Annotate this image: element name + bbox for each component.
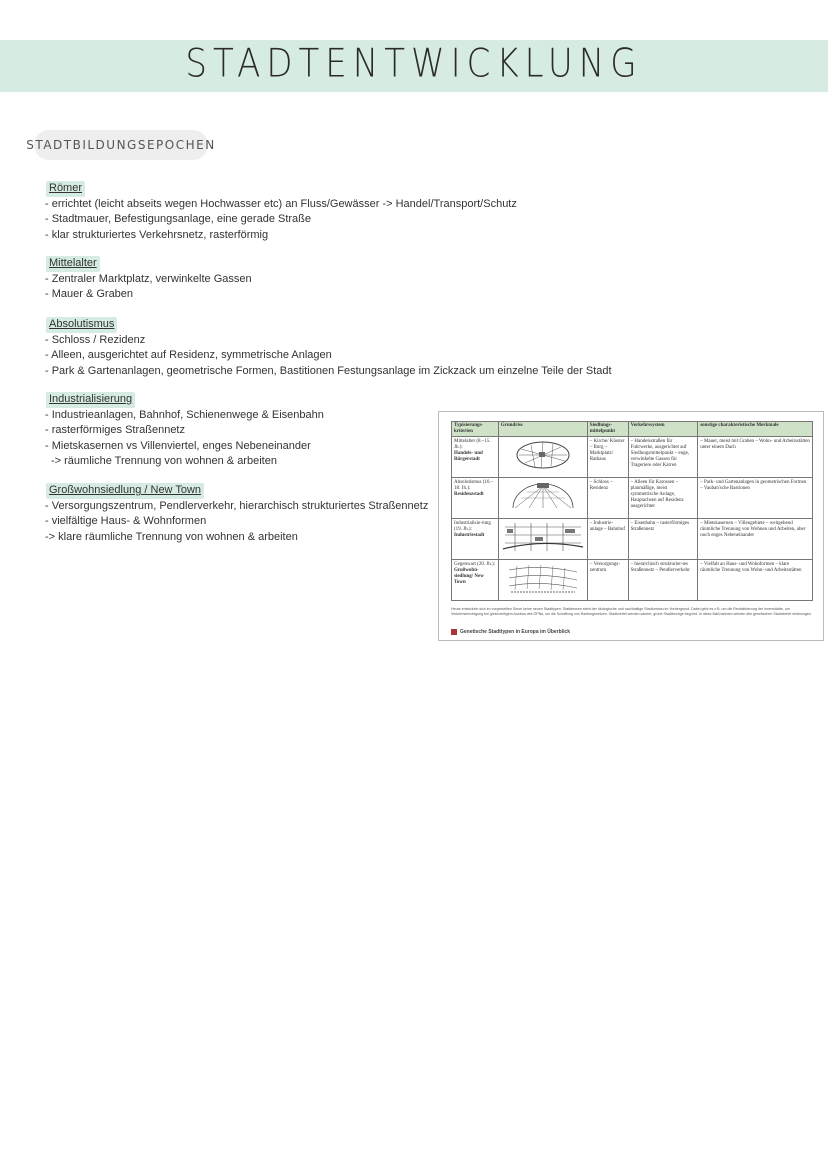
epoch-heading: Römer <box>46 181 85 197</box>
medieval-plan-sketch <box>501 439 585 471</box>
table-header: Verkehrssystem <box>628 422 698 437</box>
table-header: Grundriss <box>498 422 587 437</box>
epoch-new-town <box>45 483 428 545</box>
section-pill: STADTBILDUNGSEPOCHEN <box>34 130 208 160</box>
center-cell: – Schloss – Residenz <box>587 478 628 519</box>
epoch-industrialisierung <box>45 392 324 470</box>
epoch-line: -> räumliche Trennung von wohnen & arbeiten <box>51 455 277 467</box>
epoch-line: - Mauer & Graben <box>45 288 134 300</box>
residence-plan-sketch <box>501 480 585 512</box>
type-period: Industrialisie-rung (19. Jh.): <box>454 521 491 532</box>
epoch-absolutismus <box>45 317 612 379</box>
plan-sketch-cell <box>498 560 587 601</box>
traffic-cell: – Handelsstraßen für Fuhrwerke, ausgerichtet auf Siedlungsmittelpunkt – enge, verwinkelte Gassen für Trageriere oder Karren <box>628 437 698 478</box>
table-row <box>452 437 813 478</box>
type-period: Absolutismus (16.–18. Jh.): <box>454 480 494 491</box>
traffic-cell: – Eisenbahn – rasterförmiges Straßennetz <box>628 519 698 560</box>
figure-caption <box>451 629 570 635</box>
type-name: Handels- und Bürgerstadt <box>454 451 483 462</box>
type-name: Residenzstadt <box>454 492 484 497</box>
epoch-line: - Zentraler Marktplatz, verwinkelte Gassen <box>45 272 252 285</box>
epoch-line: - Industrieanlagen, Bahnhof, Schienenwege & Eisenbahn <box>45 408 324 421</box>
type-cell <box>452 437 499 478</box>
epoch-line: - errichtet (leicht abseits wegen Hochwasser etc) an Fluss/Gewässer -> Handel/Transport/Schutz <box>45 197 517 210</box>
traffic-cell: – hierarchisch strukturier-tes Straßennetz – Pendlerverkehr <box>628 560 698 601</box>
other-cell: – Vielfalt an Haus- und Wohnformen – klare räumliche Trennung von Wohn- und Arbeitsstätten <box>698 560 813 601</box>
epoch-heading: Absolutismus <box>46 317 117 333</box>
epoch-line: - vielfältige Haus- & Wohnformen <box>45 515 207 527</box>
epoch-line: - Alleen, ausgerichtet auf Residenz, symmetrische Anlagen <box>45 349 332 361</box>
figure-caption-text: Genetische Stadttypen in Europa im Überblick <box>460 629 571 635</box>
city-types-figure <box>438 411 824 641</box>
table-row <box>452 519 813 560</box>
other-cell: – Park- und Gartenanlagen in geometrischen Formen – Vauban'sche Bastionen <box>698 478 813 519</box>
type-cell <box>452 519 499 560</box>
epoch-line: - Schloss / Rezidenz <box>45 333 146 346</box>
center-cell: – Industrie-anlage – Bahnhof <box>587 519 628 560</box>
epoch-heading: Industrialisierung <box>46 392 135 408</box>
table-header: sonstige charakteristische Merkmale <box>698 422 813 437</box>
page-title: STADTENTWICKLUNG <box>185 41 643 87</box>
epoch-heading: Großwohnsiedlung / New Town <box>46 483 204 499</box>
plan-sketch-cell <box>498 437 587 478</box>
table-row <box>452 560 813 601</box>
epoch-line: - Stadtmauer, Befestigungsanlage, eine gerade Straße <box>45 213 312 225</box>
epoch-line: - klar strukturiertes Verkehrsnetz, rasterförmig <box>45 228 269 241</box>
type-name: Großwohn-siedlung/ New Town <box>454 568 484 585</box>
epoch-line: - Versorgungszentrum, Pendlerverkehr, hierarchisch strukturiertes Straßennetz <box>45 499 429 512</box>
type-period: Mittelalter (8.–15. Jh.): <box>454 439 491 450</box>
epoch-line: - Park & Gartenanlagen, geometrische Formen, Bastitionen Festungsanlage im Zickzack um einzelne Teile der Stadt <box>45 364 612 377</box>
epoch-mittelalter <box>45 256 252 303</box>
other-cell: – Mauer, meist mit Graben – Wohn- und Arbeitsstätten unter einem Dach <box>698 437 813 478</box>
plan-sketch-cell <box>498 519 587 560</box>
epoch-roemer <box>45 181 517 243</box>
center-cell: – Versorgungs-zentrum <box>587 560 628 601</box>
center-cell: – Kirche/ Kloster – Burg – Marktplatz/ Rathaus <box>587 437 628 478</box>
epoch-line: -> klare räumliche Trennung von wohnen & arbeiten <box>45 530 298 543</box>
table-header-row <box>452 422 813 437</box>
type-name: Industriestadt <box>454 533 485 538</box>
table-header: Typisierungs-kriterien <box>452 422 499 437</box>
type-cell <box>452 478 499 519</box>
traffic-cell: – Alleen für Karossen – planmäßige, meist symmetrische Anlage, Hauptachsen auf Residenz ausgerichtet <box>628 478 698 519</box>
plan-sketch-cell <box>498 478 587 519</box>
other-cell: – Mietskasernen – Villengebiete – weitgehend räumliche Trennung von Wohnen und Arbeiten, aber noch enges Nebeneinander <box>698 519 813 560</box>
type-period: Gegenwart (20. Jh.): <box>454 562 496 567</box>
caption-marker-icon <box>451 629 457 635</box>
table-header: Siedlungs-mittelpunkt <box>587 422 628 437</box>
epoch-line: - rasterförmiges Straßennetz <box>45 424 185 436</box>
city-types-table <box>451 421 813 601</box>
type-cell <box>452 560 499 601</box>
new-town-plan-sketch <box>501 562 585 594</box>
epoch-line: - Mietskasernen vs Villenviertel, enges Nebeneinander <box>45 439 311 452</box>
figure-footnote: Heute entwickeln sich im vorgestellten Sinne keine neuen Stadttypen. Stattdessen steht der ökologische und nachhaltige Stadtumbau im Vordergrund. Dabei geht es z.B. um die Revitalisierung der Innenstädte, um Verkehrsberuhigung bei gleichzeitigem Ausbau des ÖPNs, um die Schaffung von Radwegenetzen. Stadtviertel werden saniert, grüne Stadtbezüge begrünt. In diese Maßnahmen werden alle genetischen Stadtviertel einbezogen. <box>451 607 812 616</box>
epoch-heading: Mittelalter <box>46 256 100 272</box>
table-row <box>452 478 813 519</box>
industrial-plan-sketch <box>501 521 585 553</box>
